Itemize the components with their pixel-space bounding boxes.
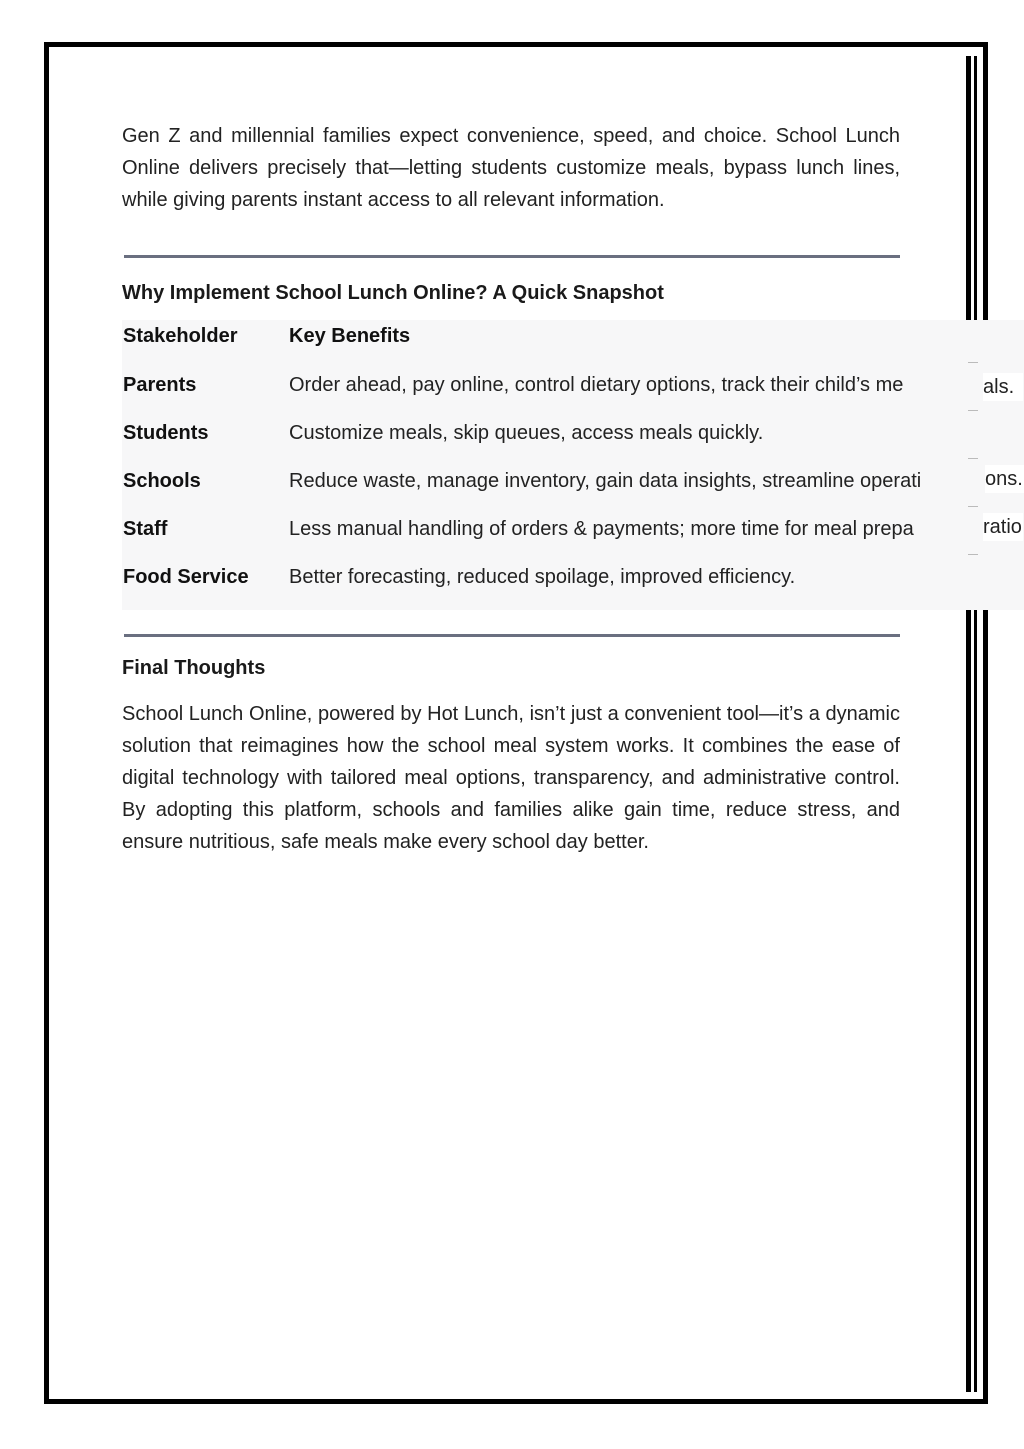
column-header-stakeholder: Stakeholder [123,325,238,347]
cell-border-tick [968,362,978,363]
page-border-rail-inner [974,56,977,1392]
table-header-row [122,322,1024,360]
row-stakeholder-schools: Schools [123,470,201,492]
row-stakeholder-parents: Parents [123,374,197,396]
row-stakeholder-food-service: Food Service [123,566,249,588]
snapshot-heading: Why Implement School Lunch Online? A Quick Snapshot [122,282,664,304]
column-header-key-benefits: Key Benefits [289,325,411,347]
row-stakeholder-staff: Staff [123,518,168,540]
section-divider [124,634,900,637]
row-benefit-food-service: Better forecasting, reduced spoilage, improved efficiency. [289,566,796,588]
cell-border-tick [968,506,978,507]
section-divider [124,255,900,258]
cell-border-tick [968,410,978,411]
page-border-rail [966,56,971,1392]
row-benefit-staff: Less manual handling of orders & payments; more time for meal prepa [289,518,914,540]
row-benefit-schools: Reduce waste, manage inventory, gain data insights, streamline operati [289,470,922,492]
row-benefit-parents: Order ahead, pay online, control dietary options, track their child’s me [289,374,904,396]
row-benefit-parents-overflow: als. [983,373,1023,401]
intro-paragraph: Gen Z and millennial families expect convenience, speed, and choice. School Lunch Online delivers precisely that—letting students customize meals, bypass lunch lines, while giving parents instant access to all relevant information. [122,125,900,211]
row-stakeholder-students: Students [123,422,209,444]
final-thoughts-paragraph: School Lunch Online, powered by Hot Lunch, isn’t just a convenient tool—it’s a dynamic solution that reimagines how the school meal system works. It combines the ease of digital technology with tailored meal options, transparency, and administrative control. By adopting this platform, schools and families alike gain time, reduce stress, and ensure nutritious, safe meals make every school day better. [122,703,900,853]
row-benefit-schools-overflow: ons. [985,465,1024,493]
cell-border-tick [968,458,978,459]
benefits-table [122,322,1024,360]
final-thoughts-heading: Final Thoughts [122,657,266,679]
row-benefit-staff-overflow: ratio [983,513,1023,541]
cell-border-tick [968,554,978,555]
row-benefit-students: Customize meals, skip queues, access meals quickly. [289,422,764,444]
